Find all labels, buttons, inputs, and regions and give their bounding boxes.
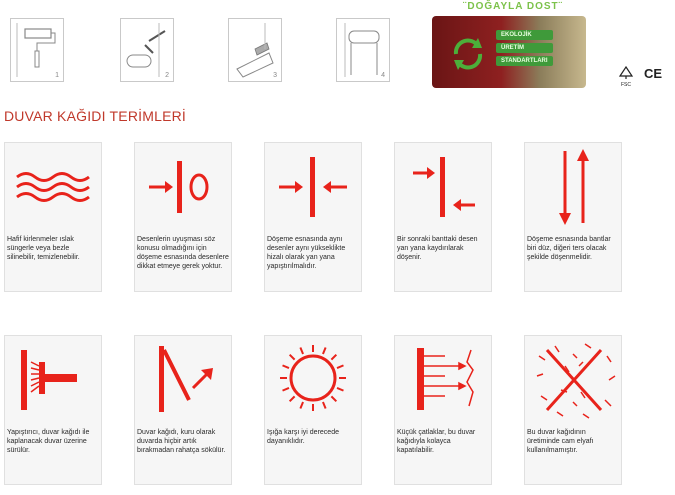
term-card-paste-wall (4, 335, 102, 485)
glass-fiber-fragment (555, 346, 559, 352)
term-card-washable (4, 142, 102, 292)
glass-fiber-fragment (537, 374, 543, 376)
glass-fiber-fragment (541, 396, 547, 400)
step-number: 2 (165, 72, 169, 79)
fsc-certification: FSC (618, 66, 634, 88)
fsc-tree-icon (618, 66, 634, 80)
term-description: Bir sonraki banttaki desen yan yana kaydırılarak döşenir. (397, 236, 478, 261)
glass-fiber-fragment (607, 356, 611, 362)
reverse-hanging-icon (525, 143, 621, 231)
sun-ray (323, 348, 326, 354)
sun-ray (331, 396, 336, 401)
term-description: Döşeme esnasında aynı desenler aynı yükseklikte hizalı olarak yan yana yapıştırılmalıdır. (267, 236, 346, 270)
glass-fiber-fragment (609, 376, 615, 380)
step-4 (336, 18, 390, 82)
glass-fiber-fragment (573, 402, 577, 406)
step-number: 1 (55, 72, 59, 79)
term-card-offset-match (394, 142, 492, 292)
straight-match-icon (265, 143, 361, 231)
term-card-no-glass-fiber (524, 335, 622, 485)
ce-mark-icon: CE (644, 66, 663, 81)
step-1 (10, 18, 64, 82)
glass-fiber-fragment (579, 362, 583, 366)
term-description: Desenlerin uyuşması söz konusu olmadığını için döşeme esnasında desenlere dikkat etmeye gerek yoktur. (137, 236, 229, 270)
term-description: Hafif kirlenmeler ıslak süngerle veya bezle silinebilir, temizlenebilir. (7, 236, 80, 261)
glass-fiber-fragment (539, 356, 545, 360)
term-description: Döşeme esnasında bantlar biri düz, diğeri ters olacak şekilde döşenmelidir. (527, 236, 611, 261)
term-card-light-resistant (264, 335, 362, 485)
sun-ray (283, 388, 289, 391)
sun-ray (300, 348, 303, 354)
term-description: Yapıştırıcı, duvar kağıdı ile kaplanacak duvar üzerine sürülür. (7, 429, 90, 454)
no-glass-fiber-icon (525, 336, 621, 424)
sun-ray (290, 355, 295, 360)
step-number: 4 (381, 72, 385, 79)
sun-ray (323, 402, 326, 408)
eco-badge: ÜRETİM (496, 43, 553, 53)
glass-fiber-fragment (557, 412, 563, 416)
sun-ray (300, 402, 303, 408)
washable-waves-icon (5, 143, 101, 231)
eco-badges (496, 30, 553, 69)
glass-fiber-fragment (583, 414, 589, 418)
section-title: DUVAR KAĞIDI TERİMLERİ (4, 108, 187, 124)
glass-fiber-fragment (573, 354, 577, 358)
eco-banner-title: ¨DOĞAYLA DOST¨ (463, 1, 563, 12)
glass-fiber-fragment (605, 400, 611, 406)
term-card-free-match (134, 142, 232, 292)
free-match-icon (135, 143, 231, 231)
sun-ray (337, 365, 343, 368)
step-2 (120, 18, 174, 82)
recycle-arrows-icon (448, 34, 488, 74)
term-description: Bu duvar kağıdının üretiminde cam elyafı kullanılmamıştır. (527, 429, 594, 454)
crack-covering-icon (395, 336, 491, 424)
step-number: 3 (273, 72, 277, 79)
sun-ray (337, 388, 343, 391)
step-3 (228, 18, 282, 82)
sun-ray (331, 355, 336, 360)
term-description: Küçük çatlaklar, bu duvar kağıdıyla kolayca kapatılabilir. (397, 429, 476, 454)
eco-banner (432, 16, 586, 88)
offset-match-icon (395, 143, 491, 231)
light-resistant-sun-icon (265, 336, 361, 424)
sun-ray (290, 396, 295, 401)
term-description: Işığa karşı iyi derecede dayanıklıdır. (267, 429, 339, 445)
term-description: Duvar kağıdı, kuru olarak duvarda hiçbir artık bırakmadan rahatça sökülür. (137, 429, 226, 454)
sun-ray (283, 365, 289, 368)
term-card-straight-match (264, 142, 362, 292)
eco-badge: STANDARTLARI (496, 56, 553, 66)
eco-badge: EKOLOJİK (496, 30, 553, 40)
dry-strippable-icon (135, 336, 231, 424)
paste-the-wall-icon (5, 336, 101, 424)
term-card-crack-covering (394, 335, 492, 485)
glass-fiber-fragment (585, 344, 591, 348)
term-card-reverse-hanging (524, 142, 622, 292)
term-card-dry-strippable (134, 335, 232, 485)
